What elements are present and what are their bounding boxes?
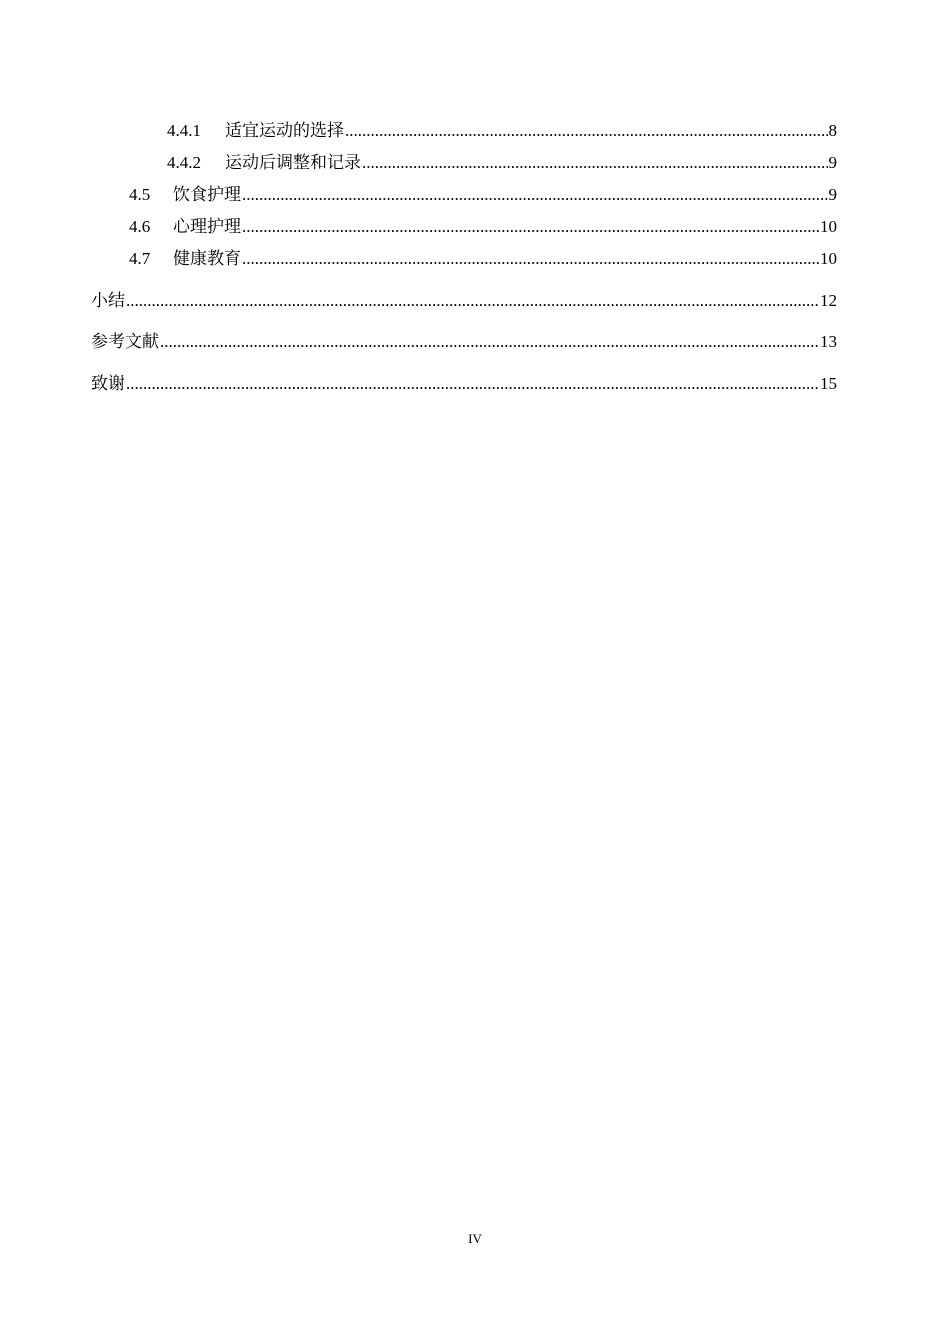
toc-entry-page: 12 [820,291,837,310]
toc-dot-leader [126,373,819,395]
toc-entry-number: 4.4.1 [167,121,201,140]
toc-entry-title: 参考文献 [91,332,159,352]
toc-entry-4-7[interactable] [129,244,837,270]
toc-entry-page: 8 [828,121,837,140]
toc-entry-title: 小结 [91,291,125,311]
toc-entry-number: 4.4.2 [167,153,201,172]
toc-entry-title: 饮食护理 [173,185,241,205]
toc-entry-title: 运动后调整和记录 [225,153,361,173]
toc-entry-4-6[interactable] [129,212,837,238]
toc-dot-leader [160,331,819,353]
toc-dot-leader [362,152,828,174]
toc-dot-leader [242,216,819,238]
toc-entry-page: 15 [820,374,837,393]
toc-entry-summary[interactable] [91,286,837,312]
toc-entry-4-4-1[interactable] [167,116,837,142]
toc-entry-title: 适宜运动的选择 [225,121,344,141]
toc-entry-page: 9 [828,185,837,204]
toc-entry-acknowledgements[interactable] [91,369,837,395]
toc-entry-number: 4.7 [129,249,151,268]
toc-entry-title: 致谢 [91,374,125,394]
toc-dot-leader [242,248,819,270]
toc-dot-leader [242,184,828,206]
page-footer-number: IV [468,1231,482,1246]
toc-entry-title: 心理护理 [173,217,241,237]
toc-entry-4-5[interactable] [129,180,837,206]
toc-dot-leader [345,120,828,142]
toc-entry-references[interactable] [91,327,837,353]
toc-entry-number: 4.5 [129,185,151,204]
toc-entry-page: 9 [828,153,837,172]
toc-entry-4-4-2[interactable] [167,148,837,174]
toc-dot-leader [126,290,819,312]
toc-entry-title: 健康教育 [173,249,241,269]
toc-entry-page: 10 [820,249,837,268]
toc-entry-page: 13 [820,332,837,351]
toc-entry-page: 10 [820,217,837,236]
toc-entry-number: 4.6 [129,217,151,236]
